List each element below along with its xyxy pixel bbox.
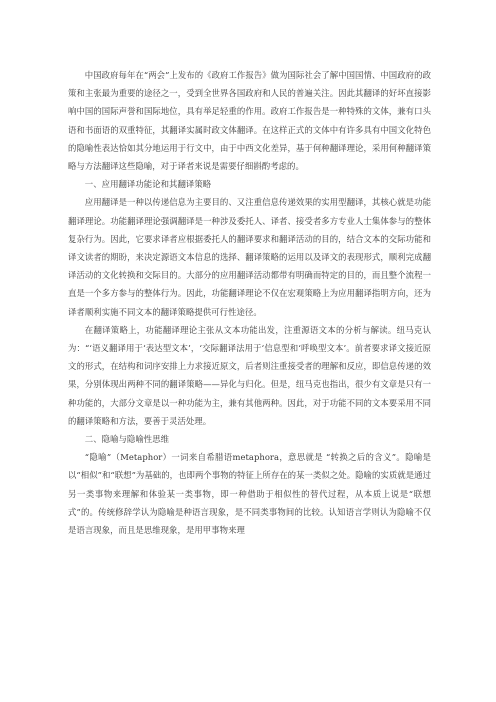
document-body: [68, 66, 431, 539]
paragraph-metaphor: “隐喻”（Metaphor）一词来自希腊语metaphora，意思就是 “转换之后的含义”。隐喻是以“相似”和“联想”为基础的，也即两个事物的特征上所存在的某一类似之处。隐喻的实质就是通过另一类事物来理解和体验某一类事物，即一种借助于相似性的替代过程，从本质上说是“联想式”的。传统修辞学认为隐喻是种语言现象，是不同类事物间的比较。认知语言学则认为隐喻不仅是语言现象，而且是思维现象，是用甲事物来理: [68, 452, 431, 536]
paragraph-intro: 中国政府每年在“两会”上发布的《政府工作报告》做为国际社会了解中国国情、中国政府的政策和主张最为重要的途径之一，受到全世界各国政府和人民的普遍关注。因此其翻译的好坏直接影响中国的国际声誉和国际地位，具有举足轻重的作用。政府工作报告是一种特殊的文体，兼有口头语和书面语的双重特征，其翻译实属时政文体翻译。在这样正式的文体中有许多具有中国文化特色的隐喻性表达恰如其分地运用于行文中，由于中西文化差异，基于何种翻译理论，采用何种翻译策略与方法翻译这些隐喻，对于译者来说是需要仔细斟酌考虑的。: [68, 70, 431, 172]
paragraph-translation-strategy: 在翻译策略上，功能翻译理论主张从文本功能出发，注重源语文本的分析与解读。纽马克认为：“‘语义翻译用于‘表达型文本’，‘交际翻译法用于‘信息型和‘呼唤型文本’。前者要求译文接近原文的形式，在结构和词序安排上力求接近原文，后者则注重接受者的理解和反应，即信息传递的效果，分别体现出两种不同的翻译策略——异化与归化。但是，纽马克也指出，很少有文章是只有一种功能的，大部分文章是以一种功能为主，兼有其他两种。因此，对于功能不同的文本要采用不同的翻译策略和方法，要善于灵活处理。: [68, 324, 431, 426]
paragraph-functional-translation: 应用翻译是一种以传递信息为主要目的、又注重信息传递效果的实用型翻译，其核心就是功能翻译理论。功能翻译理论强调翻译是一种涉及委托人、译者、接受者多方专业人士集体参与的整体复杂行为。因此，它要求译者应根据委托人的翻译要求和翻译活动的目的，结合文本的交际功能和译文读者的期盼，来决定源语文本信息的选择、翻译策略的运用以及译文的表现形式，顺利完成翻译活动的文化转换和交际目的。大部分的应用翻译活动都带有明确而特定的目的，而且整个流程一直是一个多方参与的整体行为。因此，功能翻译理论不仅在宏观策略上为应用翻译指明方向，还为译者顺利实施不同文本的翻译策略提供可行性途径。: [68, 197, 431, 317]
section-heading-2: 二、隐喻与隐喻性思维: [84, 434, 170, 445]
section-heading-1: 一、应用翻译功能论和其翻译策略: [84, 179, 212, 190]
